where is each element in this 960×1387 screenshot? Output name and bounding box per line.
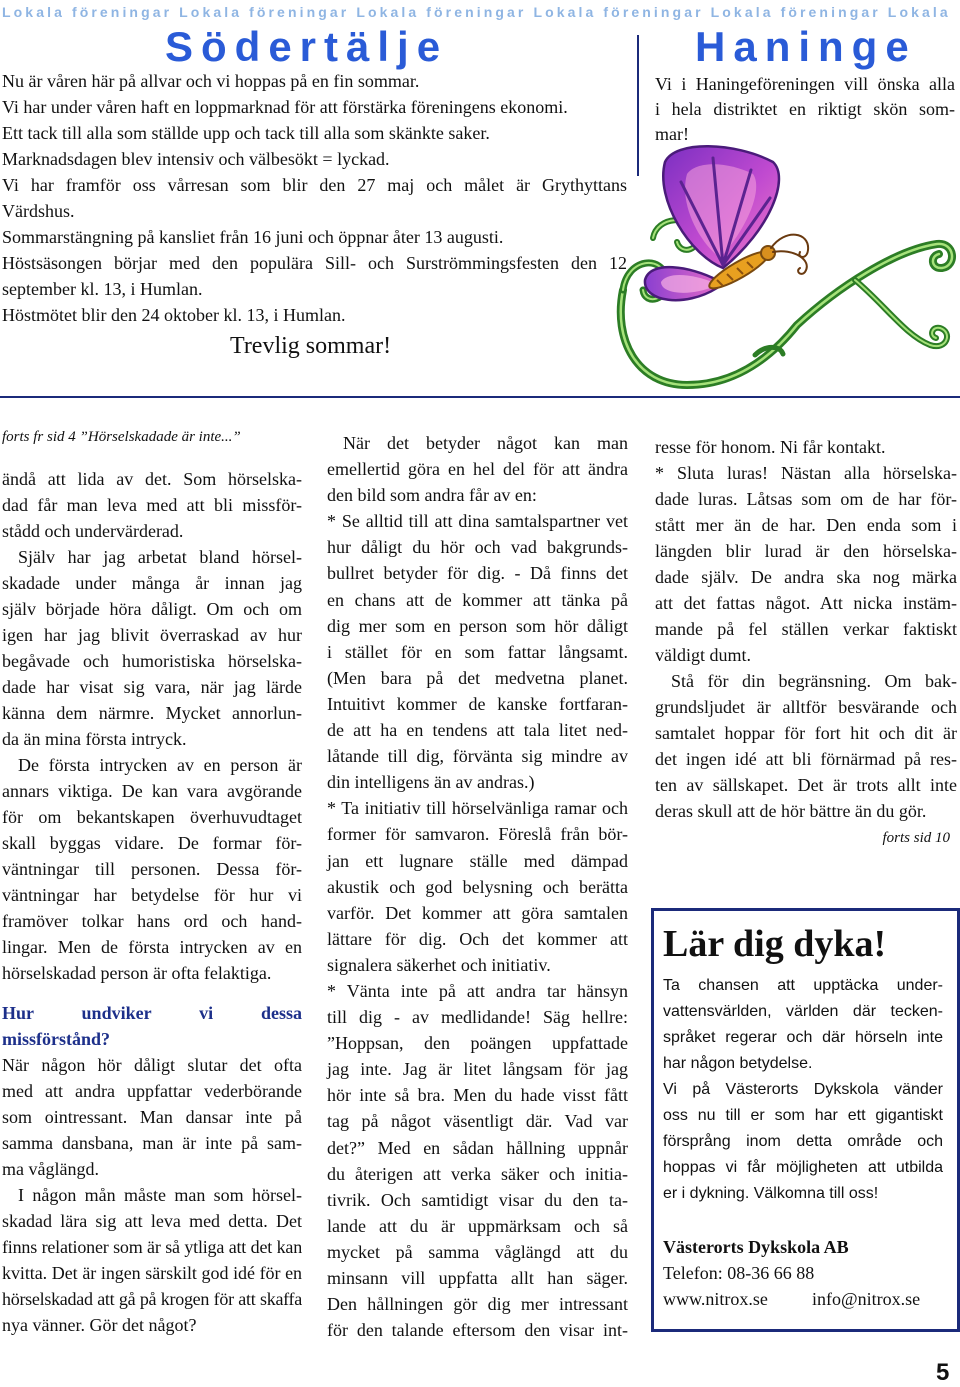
- text-line: mande på fel ställen verkar faktiskt: [655, 619, 957, 639]
- text-line: Vi har framför oss vårresan som blir den 27 maj och målet är Grythyttans: [2, 175, 627, 195]
- paragraph: [2, 250, 627, 302]
- text-line: Intuitivt kommer de kanske fortfaran-: [327, 693, 628, 714]
- text-line: tag på något väsentligt där. Vad var: [327, 1111, 628, 1132]
- text-line: kvitta. Det är ingen särskilt god idé för en: [2, 1263, 302, 1283]
- text-line: hoppas vi får möjligheten att utbilda: [663, 1159, 943, 1176]
- text-line: När det betyder något kan man: [343, 433, 628, 453]
- text-line: dade luras. Låtsas som om de har för-: [655, 489, 957, 509]
- continued-from-note: forts fr sid 4 ”Hörselskadade är inte...”: [2, 429, 241, 445]
- text-line: resse för honom. Ni får kontakt.: [655, 437, 886, 457]
- text-line: * Sluta luras! Nästan alla hörselska-: [655, 463, 957, 483]
- text-line: väldigt dumt.: [655, 645, 751, 665]
- paragraph: [2, 224, 627, 250]
- text-line: i stället för en som fattar långsamt.: [327, 641, 628, 662]
- text-line: dad får man leva med att bli missför-: [2, 495, 302, 515]
- text-line: till dig - av medlidande! Säg hellre:: [327, 1007, 628, 1028]
- paragraph: [2, 752, 302, 986]
- text-line: september kl. 13, i Humlan.: [2, 279, 203, 299]
- article-column-2: [327, 430, 628, 1343]
- text-line: har någon betydelse.: [663, 1055, 813, 1072]
- text-line: Sommarstängning på kansliet från 16 juni och öppnar åter 13 augusti.: [2, 227, 504, 247]
- text-line: för om bekantskapen överhuvudtaget: [2, 807, 302, 827]
- text-line: samma dansbana, man är inte på sam-: [2, 1133, 302, 1153]
- text-line: oss nu till er som har ett gigantiskt: [663, 1107, 943, 1124]
- paragraph: [2, 120, 627, 146]
- text-line: väntningar till personen. Dessa för-: [2, 859, 302, 879]
- butterfly-antennae: [771, 235, 808, 274]
- paragraph: [655, 434, 957, 460]
- text-line: de att ha en tendens att tala litet ned-: [327, 720, 628, 741]
- text-line: akustik och god belysning och berätta: [327, 876, 628, 897]
- text-line: väntningar har betydelse för hur vi: [2, 885, 302, 905]
- continued-to-note: forts sid 10: [882, 830, 950, 846]
- section-banner: Lokala föreningar Lokala föreningar Lokala föreningar Lokala föreningar Lokala föreningar Lokala: [2, 4, 951, 20]
- text-line: vattensvärlden, världen där tecken-: [663, 1003, 943, 1020]
- text-line: nya vänner. Gör det något?: [2, 1315, 197, 1335]
- paragraph: [663, 973, 943, 1077]
- text-line: hörselskadad person är ofta felaktiga.: [2, 963, 272, 983]
- text-line: hörselskadad att gå på krogen för att skaffa: [2, 1289, 302, 1309]
- text-line: missförstånd?: [2, 1029, 111, 1049]
- text-line: igen har jag blivit överraskad av hur: [2, 625, 302, 645]
- vine: [621, 220, 952, 385]
- paragraph: [655, 668, 957, 824]
- butterfly-head: [761, 246, 775, 260]
- text-line: känna dem närmre. Mycket annorlun-: [2, 703, 302, 723]
- text-line: Höstmötet blir den 24 oktober kl. 13, i Humlan.: [2, 305, 346, 325]
- paragraph: [327, 795, 628, 978]
- text-line: De första intrycken av en person är: [18, 755, 302, 775]
- text-line: signalera säkerhet och initiativ.: [327, 954, 551, 975]
- text-line: skadade under många år innan jag: [2, 573, 302, 593]
- diving-school-ad: [651, 908, 960, 1332]
- text-line: framöver tolkar hans ord och hand-: [2, 911, 302, 931]
- text-line: som ointressant. Man dansar inte på: [2, 1107, 302, 1127]
- text-line: minsann vill uppfatta allt han säger.: [327, 1268, 628, 1288]
- text-line: Hur undviker vi dessa: [2, 1003, 302, 1023]
- text-line: grundsljudet är alltför besvärande och: [655, 697, 957, 717]
- text-line: med att andra uppfattar vederbörande: [2, 1081, 302, 1101]
- text-line: Stå för din begränsning. Om bak-: [671, 671, 957, 691]
- text-line: att det fattas något. Att nicka instäm-: [655, 593, 957, 613]
- article-column-3: [655, 434, 957, 824]
- text-line: stådd och undervärderad.: [2, 521, 184, 541]
- text-line: tivrik. Och samtidigt visar du den ta-: [327, 1189, 628, 1210]
- text-line: samtalet hoppar för fort hit och dit är: [655, 723, 957, 743]
- text-line: stått mer än de har. Den enda som i: [655, 515, 957, 535]
- sodertalje-heading: Södertälje: [165, 23, 449, 70]
- butterfly-illustration: [605, 140, 960, 390]
- text-line: Vi har under våren haft en loppmarknad för att förstärka föreningens ekonomi.: [2, 97, 568, 117]
- text-line: finns relationer som är så ytliga att det kan: [2, 1237, 302, 1257]
- haninge-heading: Haninge: [695, 23, 917, 70]
- text-line: själv började höra dåligt. Om och om: [2, 599, 302, 619]
- text-line: det?” Med en sådan hållning uppnår: [327, 1137, 628, 1158]
- text-line: Ett tack till alla som ställde upp och tack till alla som skänkte saker.: [2, 123, 490, 143]
- sodertalje-closing: Trevlig sommar!: [230, 333, 392, 359]
- text-line: Marknadsdagen blev intensiv och välbesökt = lyckad.: [2, 149, 390, 169]
- paragraph: [2, 146, 627, 172]
- text-line: i hela distriktet en riktigt skön som-: [655, 99, 955, 119]
- ad-email: info@nitrox.se: [812, 1289, 921, 1309]
- sodertalje-text: [2, 68, 627, 328]
- text-line: din intelligens än av andras.): [327, 772, 535, 793]
- text-line: ”Hoppsan, den poängen uppfattade: [327, 1033, 628, 1054]
- page-number: 5: [936, 1359, 950, 1386]
- text-line: du återigen att verka säker och initia-: [327, 1163, 628, 1184]
- paragraph: [2, 302, 627, 328]
- text-line: mycket på samma våglängd att du: [327, 1241, 628, 1262]
- paragraph: [327, 508, 628, 795]
- text-line: I någon mån måste man som hörsel-: [18, 1185, 302, 1205]
- text-line: mar!: [655, 124, 689, 144]
- text-line: Den hållningen gör dig mer intressant: [327, 1294, 628, 1315]
- paragraph: [2, 94, 627, 120]
- text-line: former för samvaron. Föreslå från bör-: [327, 824, 628, 845]
- text-line: * Ta initiativ till hörselvänliga ramar och: [327, 798, 628, 819]
- text-line: Vi i Haningeföreningen vill önska alla: [655, 74, 955, 94]
- text-line: dade själv. De andra ska nog märka: [655, 567, 957, 587]
- text-line: er i dykning. Välkomna till oss!: [663, 1185, 879, 1202]
- ad-text: [663, 973, 943, 1207]
- text-line: skadad lära sig att leva med detta. Det: [2, 1211, 302, 1231]
- article-column-1: [2, 466, 302, 1338]
- text-line: begåvade och humoristiska hörselska-: [2, 651, 302, 671]
- text-line: Ta chansen att upptäcka under-: [663, 977, 943, 994]
- ad-phone: Telefon: 08-36 66 88: [663, 1263, 815, 1283]
- paragraph: [655, 72, 955, 147]
- text-line: * Vänta inte på att andra tar hänsyn: [327, 980, 628, 1001]
- text-line: bullret betyder för dig. - Då finns det: [327, 563, 628, 584]
- text-line: jag inte. Jag är litet långsam för jag: [327, 1059, 628, 1080]
- text-line: Värdshus.: [2, 201, 75, 221]
- ad-website: www.nitrox.se: [663, 1289, 768, 1309]
- paragraph: [655, 460, 957, 668]
- text-line: Själv har jag arbetat bland hörsel-: [18, 547, 302, 567]
- text-line: dig mer som en person som hör dåligt: [327, 615, 628, 636]
- text-line: språket regerar och där hörseln inte: [663, 1029, 943, 1046]
- text-line: längden blir lurad är den hörselska-: [655, 541, 957, 561]
- text-line: den bild som andra får av en:: [327, 485, 537, 506]
- text-line: hur dåligt du hör och vad bakgrunds-: [327, 537, 628, 558]
- text-line: dade har visat sig vara, när jag lärde: [2, 677, 302, 697]
- haninge-text: [655, 72, 955, 147]
- paragraph: [2, 172, 627, 224]
- text-line: jan ett lugnare ställe med dämpad: [327, 850, 628, 871]
- text-line: för den talande eftersom den visar int-: [327, 1320, 628, 1341]
- text-line: da än mina första intryck.: [2, 729, 187, 749]
- text-line: låtande till dig, förvänta sig mindre av: [327, 746, 628, 767]
- horizontal-divider: [0, 396, 960, 398]
- text-line: varför. Det kommer att göra samtalen: [327, 902, 628, 923]
- text-line: ten av sällskapet. Det är trots allt inte: [655, 775, 957, 795]
- text-line: skall byggas vidare. De formar för-: [2, 833, 302, 853]
- text-line: ma våglängd.: [2, 1159, 99, 1179]
- paragraph: [2, 68, 627, 94]
- paragraph: [2, 1052, 302, 1182]
- text-line: lättare för dig. Och det kommer att: [327, 928, 628, 949]
- paragraph: [2, 1182, 302, 1338]
- subheading: [2, 1000, 302, 1052]
- text-line: Höstsäsongen börjar med den populära Sill- och Surströmmingsfesten den 12: [2, 253, 627, 273]
- text-line: ändå att lida av det. Som hörselska-: [2, 469, 302, 489]
- paragraph: [663, 1077, 943, 1207]
- text-line: försprång inom detta område och: [663, 1133, 943, 1150]
- text-line: deras skull att de hör bättre än du gör.: [655, 801, 927, 821]
- paragraph: [2, 466, 302, 544]
- paragraph: [2, 544, 302, 752]
- text-line: en chans att de kommer att tänka på: [327, 589, 628, 610]
- text-line: hör inte så bra. Men du hade visst fått: [327, 1085, 628, 1106]
- ad-title: Lär dig dyka!: [663, 923, 887, 965]
- text-line: * Se alltid till att dina samtalspartner vet: [327, 511, 628, 532]
- text-line: Vi på Västerorts Dykskola vänder: [663, 1081, 943, 1098]
- text-line: lande att du är uppmärksam och så: [327, 1215, 628, 1236]
- text-line: lingar. Men de första intrycken av en: [2, 937, 302, 957]
- text-line: Nu är våren här på allvar och vi hoppas på en fin sommar.: [2, 71, 420, 91]
- text-line: det ingen idé att bli förnärmad på res-: [655, 749, 957, 769]
- ad-company: Västerorts Dykskola AB: [663, 1237, 849, 1257]
- paragraph: [327, 430, 628, 508]
- paragraph: [327, 978, 628, 1343]
- text-line: (Men bara på det medvetna planet.: [327, 667, 628, 688]
- text-line: När någon hör dåligt slutar det ofta: [2, 1055, 302, 1075]
- text-line: annars viktiga. De kan vara avgörande: [2, 781, 302, 801]
- text-line: emellertid göra en hel del för att ändra: [327, 459, 628, 480]
